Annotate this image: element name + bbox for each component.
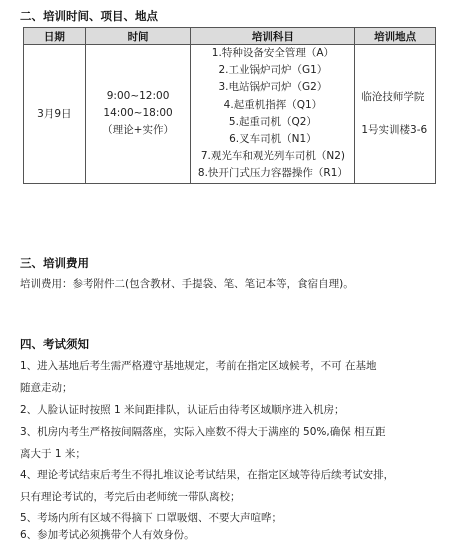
header-time: 时间 (85, 28, 191, 45)
header-subjects: 培训科目 (191, 28, 355, 45)
subject-item: 3.电站锅炉司炉（G2） (218, 81, 328, 94)
header-date: 日期 (24, 28, 86, 45)
subject-item: 8.快开门式压力容器操作（R1） (197, 167, 348, 180)
exam-note-line: 随意走动； (20, 382, 73, 394)
fees-text: 培训费用：参考附件二(包含教材、手提袋、笔、笔记本等，食宿自理)。 (20, 278, 354, 290)
subject-item: 4.起重机指挥（Q1） (223, 98, 323, 111)
subject-item: 1.特种设备安全管理（A） (211, 47, 334, 59)
header-location: 培训地点 (355, 28, 436, 45)
time-afternoon: 14:00~18:00 (103, 107, 173, 120)
section-heading-schedule: 二、培训时间、项目、地点 (20, 9, 158, 23)
exam-note-line: 6、参加考试必须携带个人有效身份。 (20, 529, 195, 541)
section-heading-fees: 三、培训费用 (20, 256, 89, 270)
date-cell: 3月9日 (24, 45, 86, 184)
exam-note-line: 2、人脸认证时按照 1 米间距排队，认证后由待考区域顺序进入机房； (20, 404, 345, 416)
subjects-cell (191, 45, 355, 184)
time-note: （理论+实作） (102, 124, 174, 137)
exam-note-line: 3、机房内考生严格按间隔落座，实际入座数不得大于满座的 50%,确保 相互距 (20, 426, 386, 438)
section-heading-exam-notes: 四、考试须知 (20, 337, 89, 351)
location-room: 1号实训楼3-6 (361, 123, 428, 136)
subject-item: 5.起重司机（Q2） (228, 115, 317, 128)
exam-note-line: 4、理论考试结束后考生不得扎堆议论考试结果，在指定区域等待后续考试安排， (20, 469, 395, 481)
exam-note-line: 5、考场内所有区域不得摘下 口罩吸烟、不要大声喧哗； (20, 512, 283, 524)
location-cell (355, 45, 436, 184)
table-row (24, 45, 436, 184)
subject-item: 6.叉车司机（N1） (229, 132, 317, 145)
exam-note-line: 离大于 1 米； (20, 448, 86, 460)
exam-note-line: 1、进入基地后考生需严格遵守基地规定，考前在指定区域候考，不可 在基地 (20, 360, 377, 372)
subject-item: 2.工业锅炉司炉（G1） (218, 64, 328, 77)
location-name: 临沧技师学院 (361, 90, 425, 103)
exam-note-line: 只有理论考试的，考完后由老师统一带队离校； (20, 491, 241, 503)
time-morning: 9:00~12:00 (106, 90, 170, 103)
training-schedule-table (23, 27, 436, 184)
table-header-row (24, 28, 436, 45)
time-cell (85, 45, 191, 184)
subject-item: 7.观光车和观光列车司机（N2) (200, 150, 345, 163)
